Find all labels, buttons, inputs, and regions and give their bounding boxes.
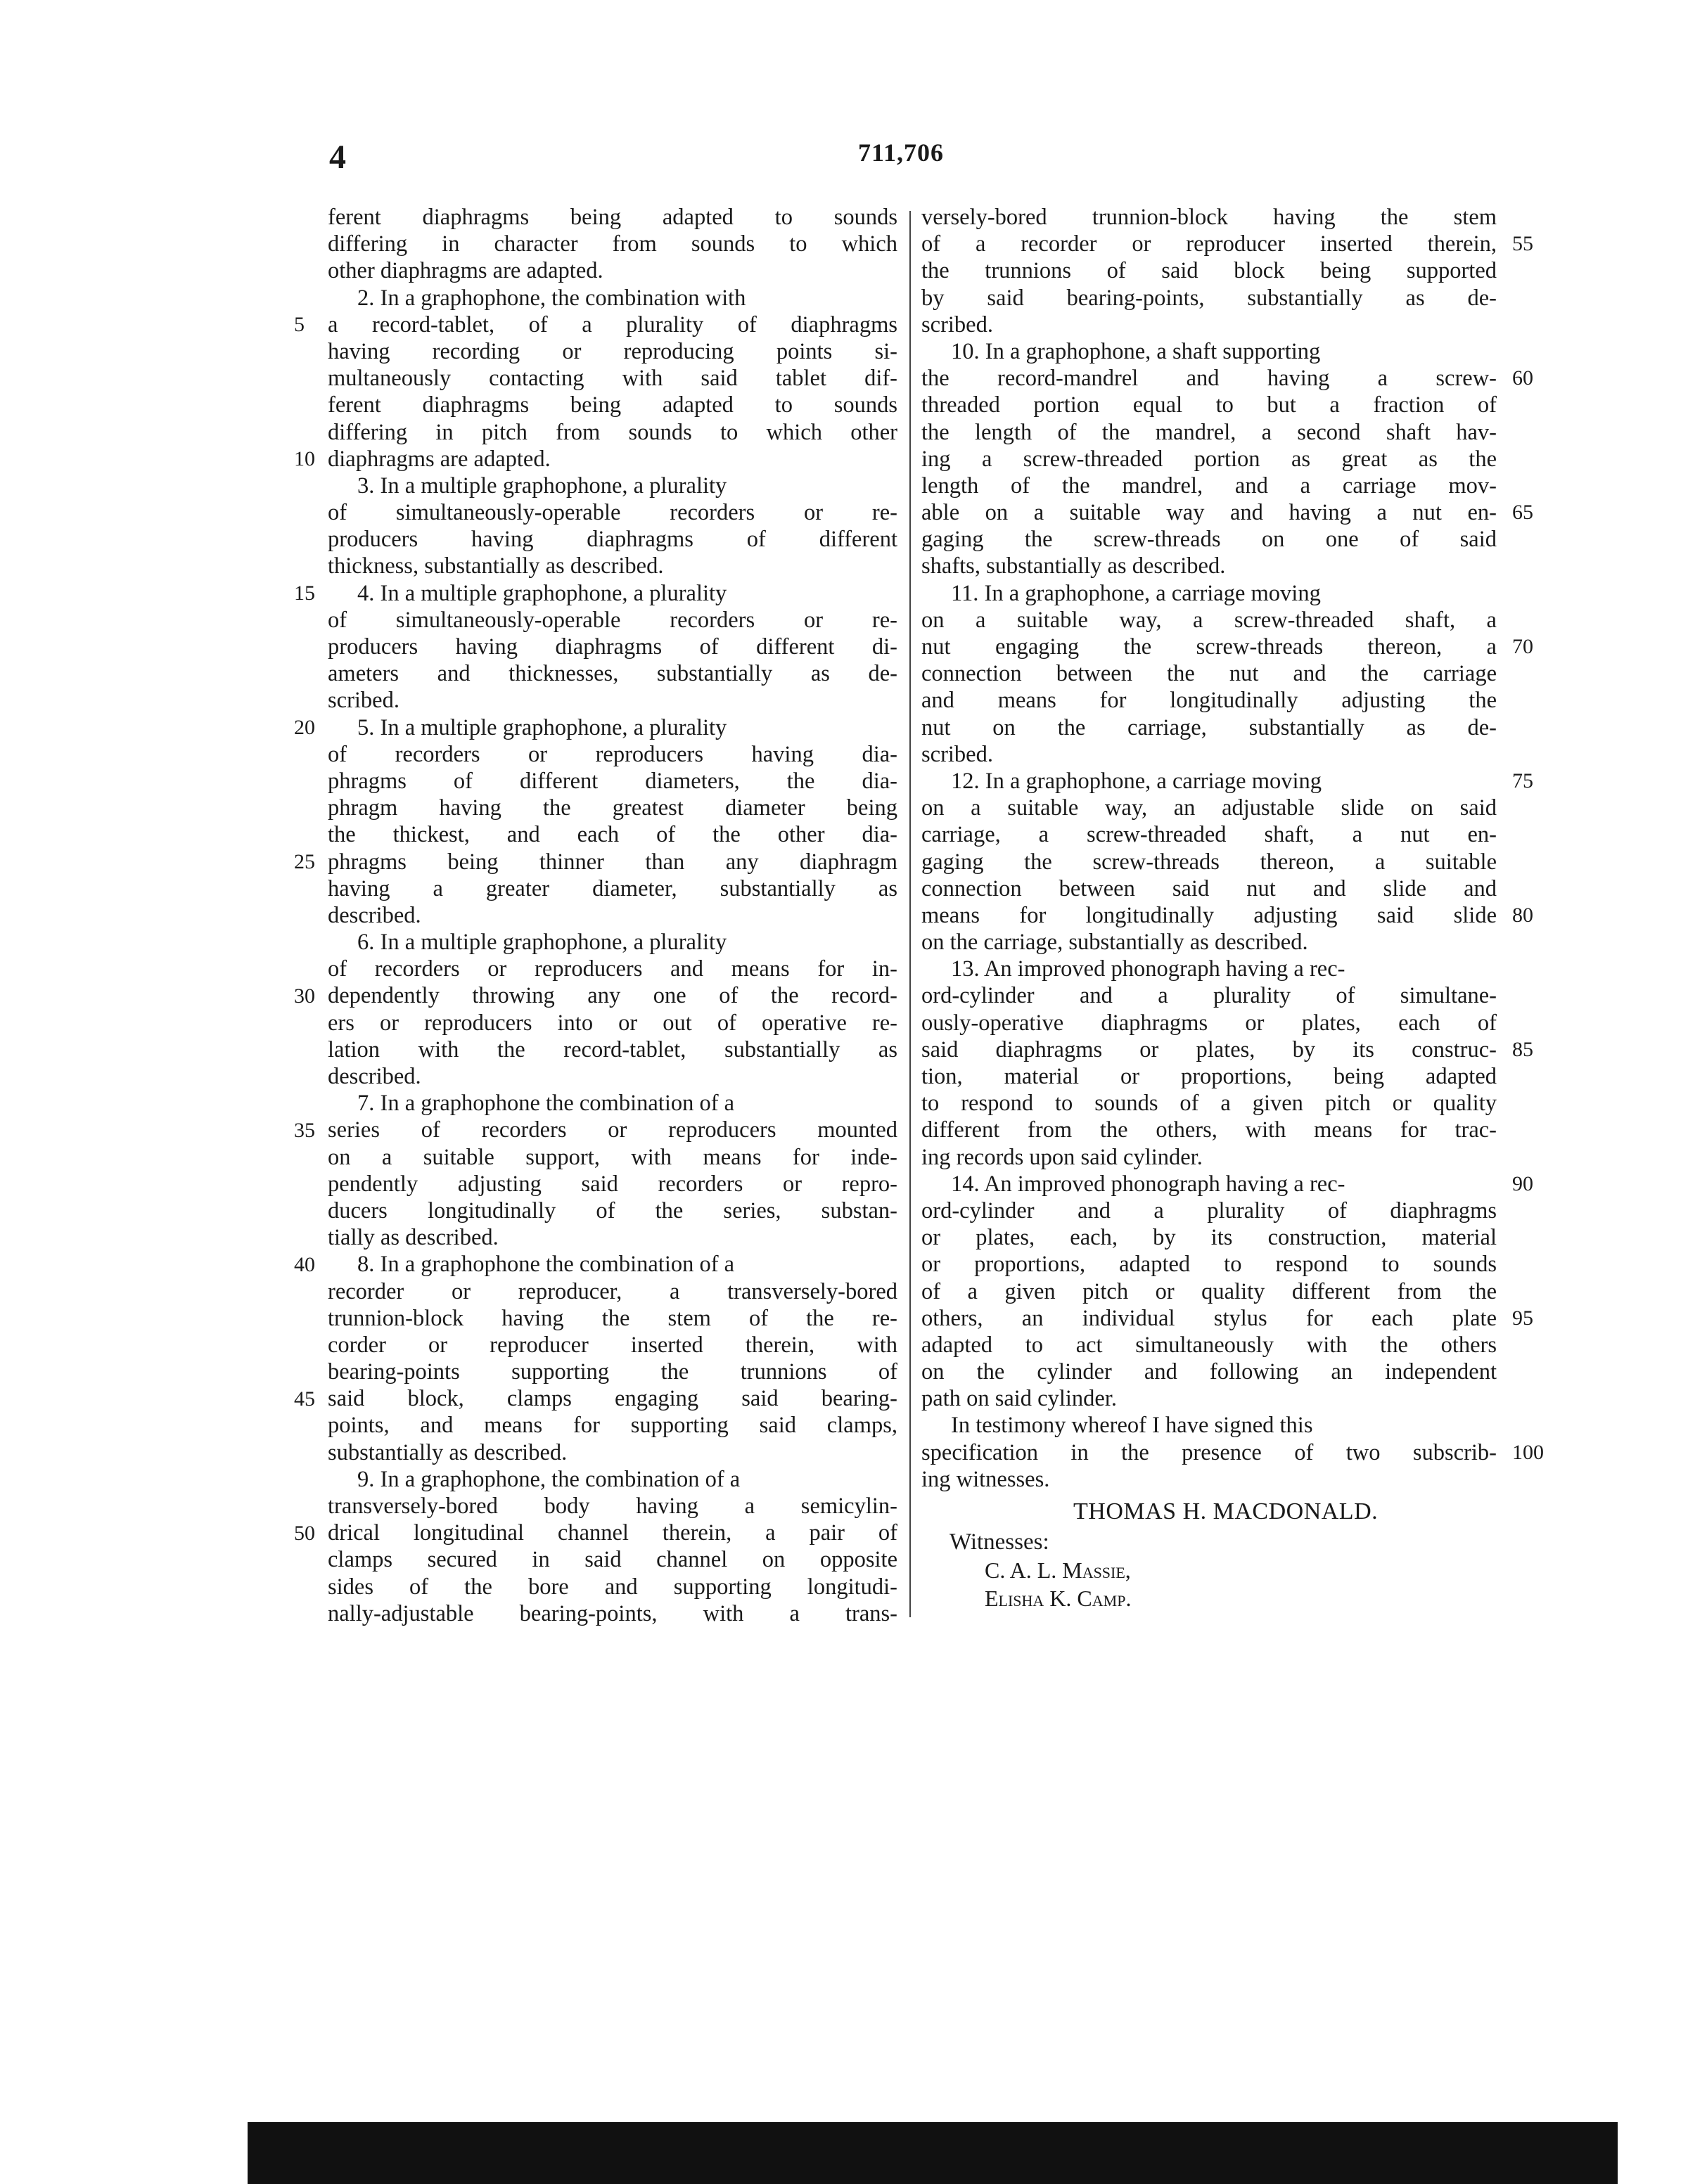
text-line: drical longitudinal channel therein, a pair of [328,1520,897,1546]
line-number: 45 [294,1387,315,1411]
text-line: versely-bored trunnion-block having the stem [921,205,1497,230]
text-line: carriage, a screw-threaded shaft, a nut en- [921,822,1497,848]
text-line: differing in character from sounds to which [328,231,897,257]
text-line: gaging the screw-threads on one of said [921,527,1497,553]
text-line: ord-cylinder and a plurality of simultane- [921,983,1497,1009]
text-line: 13. An improved phonograph having a rec- [951,956,1345,982]
text-line: path on said cylinder. [921,1386,1117,1412]
text-line: having recording or reproducing points si- [328,338,897,364]
text-line: phragms of different diameters, the dia- [328,768,897,794]
text-line: transversely-bored body having a semicylin- [328,1494,897,1519]
signer-name: THOMAS H. MACDONALD. [1073,1498,1379,1524]
text-line: lation with the record-tablet, substantially as [328,1036,897,1062]
text-line: said diaphragms or plates, by its construc- [921,1036,1497,1062]
text-line: series of recorders or reproducers mounted [328,1117,897,1143]
text-line: gaging the screw-threads thereon, a suitable [921,849,1497,875]
text-line: of a given pitch or quality different from the [921,1278,1497,1304]
text-line: the thickest, and each of the other dia- [328,822,897,848]
text-line: scribed. [921,741,993,767]
text-line: In testimony whereof I have signed this [951,1413,1313,1439]
text-line: 3. In a multiple graphophone, a plurality [357,473,727,499]
text-line: connection between the nut and the carriage [921,661,1497,687]
text-line: or proportions, adapted to respond to sounds [921,1252,1497,1278]
right-text-column [921,204,1497,1612]
text-line: ously-operative diaphragms or plates, each of [921,1010,1497,1036]
text-line: specification in the presence of two subscrib- [921,1439,1497,1465]
text-line: points, and means for supporting said clamps, [328,1413,897,1439]
witnesses-label: Witnesses: [950,1529,1049,1555]
line-number: 35 [294,1118,315,1142]
text-line: having a greater diameter, substantially as [328,875,897,901]
line-number: 50 [294,1521,315,1545]
text-line: and means for longitudinally adjusting the [921,688,1497,714]
line-number: 100 [1512,1441,1544,1465]
line-number: 20 [294,715,315,739]
text-line: on the cylinder and following an independent [921,1359,1497,1385]
witness-name: Elisha K. Camp. [985,1586,1132,1611]
text-line: 5. In a multiple graphophone, a plurality [357,714,727,740]
text-line: able on a suitable way and having a nut en- [921,500,1497,526]
text-line: ord-cylinder and a plurality of diaphragms [921,1197,1497,1223]
line-number: 75 [1512,769,1533,793]
text-line: described. [328,1064,421,1089]
text-line: means for longitudinally adjusting said slide [921,902,1497,928]
text-line: a record-tablet, of a plurality of diaphragms [328,311,897,338]
line-number: 25 [294,849,315,873]
text-line: nut on the carriage, substantially as de- [921,714,1497,740]
text-line: diaphragms are adapted. [328,446,551,472]
text-line: scribed. [921,311,993,338]
text-line: 4. In a multiple graphophone, a plurality [357,580,727,606]
text-line: 8. In a graphophone the combination of a [357,1252,735,1278]
text-line: differing in pitch from sounds to which other [328,419,897,445]
text-line: 7. In a graphophone the combination of a [357,1091,735,1117]
line-number: 65 [1512,501,1533,525]
text-line: thickness, substantially as described. [328,553,664,579]
line-number: 95 [1512,1306,1533,1330]
text-line: 14. An improved phonograph having a rec- [951,1171,1345,1197]
text-line: on a suitable support, with means for inde- [328,1144,897,1170]
text-line: on a suitable way, an adjustable slide on said [921,795,1497,821]
text-line: 6. In a multiple graphophone, a plurality [357,930,727,956]
text-line: others, an individual stylus for each plate [921,1305,1497,1331]
text-line: phragm having the greatest diameter being [328,795,897,821]
text-line: phragms being thinner than any diaphragm [328,849,897,875]
text-line: 10. In a graphophone, a shaft supporting [951,338,1321,364]
line-number: 90 [1512,1172,1533,1196]
text-line: different from the others, with means for trac- [921,1117,1497,1143]
text-line: tion, material or proportions, being adapted [921,1064,1497,1089]
scan-edge-bar [248,2122,1618,2184]
text-line: bearing-points supporting the trunnions of [328,1359,897,1385]
line-number: 85 [1512,1038,1533,1062]
text-line: on the carriage, substantially as described. [921,930,1308,956]
text-line: adapted to act simultaneously with the others [921,1332,1497,1358]
text-line: length of the mandrel, and a carriage mov- [921,473,1497,499]
text-line: of simultaneously-operable recorders or re- [328,607,897,633]
text-line: of recorders or reproducers and means for in- [328,956,897,982]
text-line: the record-mandrel and having a screw- [921,366,1497,392]
text-line: producers having diaphragms of different di- [328,634,897,660]
text-line: the length of the mandrel, a second shaft hav- [921,419,1497,445]
page-number: 4 [329,139,346,176]
text-line: ing records upon said cylinder. [921,1144,1203,1170]
text-line: of recorders or reproducers having dia- [328,741,897,767]
text-line: 12. In a graphophone, a carriage moving [951,768,1322,794]
line-number: 15 [294,581,315,605]
text-line: scribed. [328,688,399,714]
text-line: by said bearing-points, substantially as de- [921,285,1497,311]
text-line: of simultaneously-operable recorders or re- [328,500,897,526]
text-line: said block, clamps engaging said bearing- [328,1386,897,1412]
text-line: corder or reproducer inserted therein, with [328,1332,897,1358]
text-line: 9. In a graphophone, the combination of a [357,1466,741,1492]
text-line: 11. In a graphophone, a carriage moving [951,580,1321,606]
text-line: ing witnesses. [921,1466,1050,1492]
line-number: 70 [1512,635,1533,659]
text-line: substantially as described. [328,1439,568,1465]
line-number: 10 [294,447,315,470]
text-line: of a recorder or reproducer inserted therein, [921,231,1497,257]
text-line: trunnion-block having the stem of the re- [328,1305,897,1331]
line-number: 80 [1512,904,1533,927]
text-line: ferent diaphragms being adapted to sounds [328,205,897,230]
patent-number: 711,706 [858,139,945,167]
text-line: 2. In a graphophone, the combination with [357,285,746,311]
left-text-column [328,204,897,1627]
witness-name: C. A. L. Massie, [985,1557,1131,1583]
text-line: sides of the bore and supporting longitudi- [328,1574,897,1600]
text-line: connection between said nut and slide and [921,875,1497,901]
text-line: nally-adjustable bearing-points, with a trans- [328,1600,897,1626]
text-line: tially as described. [328,1225,499,1251]
text-line: on a suitable way, a screw-threaded shaft, a [921,607,1497,633]
text-line: nut engaging the screw-threads thereon, a [921,634,1497,660]
line-number: 30 [294,984,315,1008]
signature-block [921,1496,1497,1612]
text-line: ferent diaphragms being adapted to sounds [328,392,897,418]
text-line: pendently adjusting said recorders or repro- [328,1171,897,1197]
text-line: to respond to sounds of a given pitch or quality [921,1091,1497,1117]
text-line: recorder or reproducer, a transversely-bored [328,1278,897,1304]
text-line: ducers longitudinally of the series, substan- [328,1197,897,1223]
line-number: 40 [294,1252,315,1276]
text-line: other diaphragms are adapted. [328,258,603,284]
text-line: described. [328,902,421,928]
line-number: 5 [294,312,305,336]
text-line: clamps secured in said channel on opposite [328,1547,897,1573]
text-line: ameters and thicknesses, substantially as de- [328,661,897,687]
line-number: 55 [1512,232,1533,256]
text-line: or plates, each, by its construction, material [921,1225,1497,1251]
text-line: dependently throwing any one of the record- [328,983,897,1009]
line-number: 60 [1512,366,1533,390]
text-line: multaneously contacting with said tablet dif- [328,366,897,392]
text-line: threaded portion equal to but a fraction of [921,392,1497,418]
text-line: producers having diaphragms of different [328,527,897,553]
text-line: the trunnions of said block being supported [921,258,1497,284]
text-line: shafts, substantially as described. [921,553,1226,579]
column-divider [909,211,911,1617]
text-line: ing a screw-threaded portion as great as the [921,446,1497,472]
text-line: ers or reproducers into or out of operative re- [328,1010,897,1036]
